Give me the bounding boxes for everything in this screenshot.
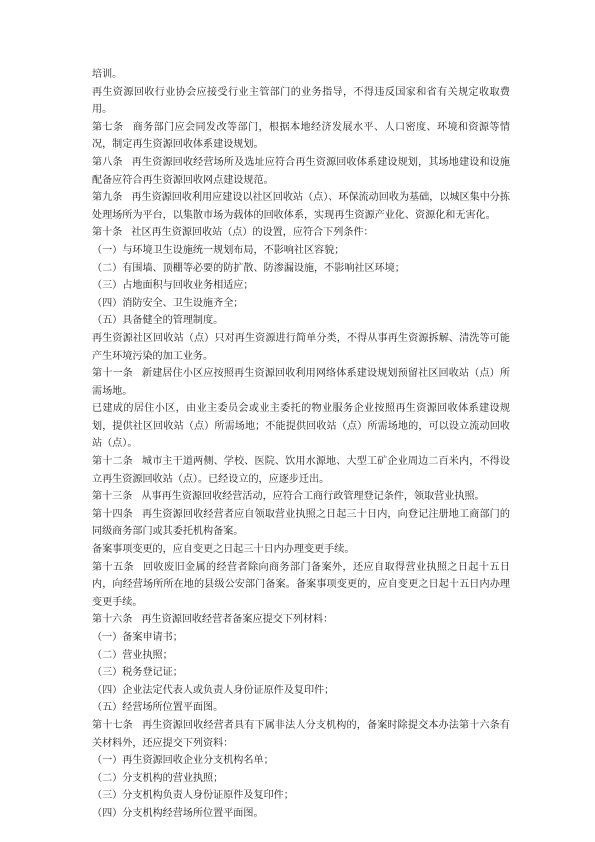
article-number: 第十六条 [92, 614, 133, 626]
article-16 [92, 611, 510, 629]
list-item-text: （三）占地面积与回收业务相适应； [92, 280, 254, 292]
paragraph [92, 66, 510, 84]
article-7 [92, 119, 510, 154]
list-item-text: （二）营业执照； [92, 649, 173, 661]
list-item [92, 647, 510, 665]
article-number: 第十五条 [92, 561, 134, 573]
article-11 [92, 365, 510, 400]
list-item [92, 260, 510, 278]
list-item-text: （五）经营场所位置平面图。 [92, 702, 224, 714]
paragraph [92, 541, 510, 559]
article-number: 第七条 [92, 121, 124, 133]
list-item-text: （五）具备健全的管理制度。 [92, 315, 224, 327]
article-text: 再生资源回收经营场所及选址应符合再生资源回收体系建设规划，其场地建设和设施配备应符合再生资源回收网点建设规范。 [92, 156, 511, 186]
article-number: 第八条 [92, 156, 123, 168]
article-9 [92, 189, 510, 224]
paragraph-text: 再生资源回收行业协会应接受行业主管部门的业务指导，不得违反国家和省有关规定收取费用。 [92, 86, 510, 116]
article-number: 第十四条 [92, 508, 133, 520]
list-item [92, 629, 510, 647]
article-10 [92, 224, 510, 242]
article-text: 城市主干道两侧、学校、医院、饮用水源地、大型工矿企业周边二百米内，不得设立再生资源回收站（点）。已经设立的，应逐步迁出。 [92, 456, 510, 485]
article-text: 回收废旧金属的经营者除向商务部门备案外，还应自取得营业执照之日起十五日内，向经营场所所在地的县级公安部门备案。备案事项变更的，应自变更之日起十五日内办理变更手续。 [92, 561, 511, 608]
list-item-text: （一）与环境卫生设施统一规划布局，不影响社区容貌； [92, 244, 345, 256]
paragraph-text: 再生资源社区回收站（点）只对再生资源进行简单分类，不得从事再生资源拆解、清洗等可能产生环境污染的加工业务。 [92, 332, 510, 362]
article-number: 第十三条 [92, 491, 133, 503]
article-number: 第十七条 [92, 719, 133, 731]
article-text: 再生资源回收经营者具有下属非法人分支机构的，备案时除提交本办法第十六条有关材料外，还应提交下列资料： [92, 719, 510, 749]
article-text: 商务部门应会同发改等部门，根据本地经济发展水平、人口密度、环境和资源等情况，制定再生资源回收体系建设规划。 [92, 121, 511, 151]
list-item-text: （二）分支机构的营业执照； [92, 772, 224, 784]
list-item [92, 664, 510, 682]
paragraph [92, 84, 510, 119]
article-text: 再生资源回收经营者备案应提交下列材料： [141, 614, 334, 626]
paragraph-text: 已建成的居住小区，由业主委员会或业主委托的物业服务企业按照再生资源回收体系建设规划，提供社区回收站（点）所需场地；不能提供回收站（点）所需场地的，可以设立流动回收站（点）。 [92, 403, 510, 450]
list-item [92, 312, 510, 330]
list-item [92, 682, 510, 700]
article-15 [92, 559, 510, 612]
list-item [92, 787, 510, 805]
list-item [92, 295, 510, 313]
article-number: 第十二条 [92, 456, 133, 468]
list-item [92, 277, 510, 295]
article-14 [92, 506, 510, 541]
article-number: 第十一条 [92, 368, 133, 380]
list-item-text: （二）有围墙、顶棚等必要的防扩散、防渗漏设施，不影响社区环境； [92, 262, 405, 274]
article-text: 再生资源回收利用应建设以社区回收站（点）、环保流动回收为基础，以城区集中分拣处理场所为平台，以集散市场为载体的回收体系，实现再生资源产业化、资源化和无害化。 [92, 192, 511, 221]
paragraph [92, 400, 510, 453]
document-page [92, 66, 510, 823]
list-item [92, 770, 510, 788]
article-number: 第十条 [92, 227, 123, 239]
list-item [92, 752, 510, 770]
article-8 [92, 154, 510, 189]
list-item [92, 242, 510, 260]
list-item-text: （一）再生资源回收企业分支机构名单； [92, 755, 274, 767]
list-item-text: （三）税务登记证； [92, 667, 183, 679]
article-text: 再生资源回收经营者应自领取营业执照之日起三十日内，向登记注册地工商部门的同级商务部门或其委托机构备案。 [92, 508, 510, 538]
article-17 [92, 717, 510, 752]
article-text: 新建居住小区应按照再生资源回收利用网络体系建设规划预留社区回收站（点）所需场地。 [92, 368, 510, 397]
article-12 [92, 453, 510, 488]
article-number: 第九条 [92, 192, 123, 204]
paragraph-text: 培训。 [92, 69, 123, 80]
list-item-text: （四）消防安全、卫生设施齐全； [92, 297, 244, 309]
article-text: 社区再生资源回收站（点）的设置，应符合下列条件： [131, 227, 374, 239]
article-text: 从事再生资源回收经营活动，应符合工商行政管理登记条件，领取营业执照。 [141, 491, 485, 503]
list-item-text: （四）分支机构经营场所位置平面图。 [92, 807, 264, 819]
list-item [92, 699, 510, 717]
list-item-text: （一）备案申请书； [92, 632, 183, 643]
paragraph [92, 330, 510, 365]
list-item-text: （三）分支机构负责人身份证原件及复印件； [92, 790, 294, 802]
paragraph-text: 备案事项变更的，应自变更之日起三十日内办理变更手续。 [92, 544, 355, 556]
article-13 [92, 488, 510, 506]
list-item-text: （四）企业法定代表人或负责人身份证原件及复印件； [92, 684, 335, 696]
list-item [92, 805, 510, 823]
